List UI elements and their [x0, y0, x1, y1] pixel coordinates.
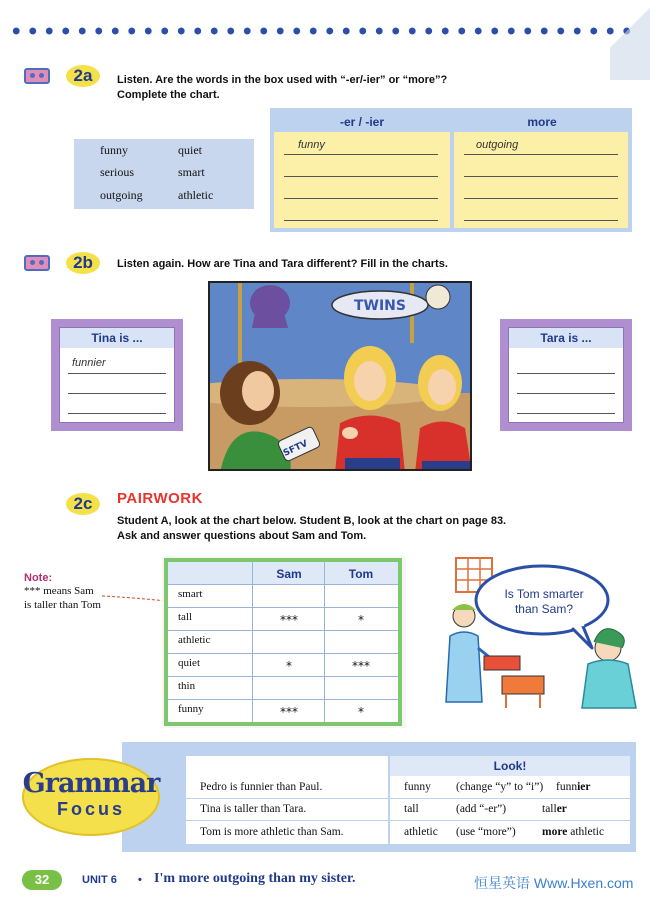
exercise-2b-instruction: Listen again. How are Tina and Tara different? Fill in the charts.: [117, 258, 448, 270]
look-word: funny: [404, 781, 431, 793]
answer-line[interactable]: [68, 393, 166, 394]
note-line-2: is taller than Tom: [24, 599, 101, 611]
look-word: tall: [404, 803, 419, 815]
look-result-ending: ier: [577, 781, 591, 793]
grammar-focus-badge: [22, 758, 160, 836]
top-dot-border: [8, 26, 638, 36]
page-corner-decoration: [610, 0, 650, 80]
look-result-stem: tall: [542, 803, 557, 815]
table-head-tom: Tom: [348, 567, 374, 581]
answer-line[interactable]: [517, 393, 615, 394]
twins-scene-svg: [210, 283, 472, 471]
answer-line[interactable]: [517, 373, 615, 374]
er-more-chart: [270, 108, 632, 232]
mic-label-text: SFTV: [281, 438, 310, 459]
answer-line[interactable]: [464, 176, 618, 177]
table-trait: athletic: [178, 634, 211, 646]
table-row-line: [168, 699, 398, 700]
look-rule: (use “more”): [456, 826, 516, 838]
tina-chart-inner: [59, 327, 175, 423]
answer-line[interactable]: [464, 220, 618, 221]
tina-example: funnier: [72, 357, 106, 369]
answer-line[interactable]: [68, 373, 166, 374]
instruction-line-1: Student A, look at the chart below. Student B, look at the chart on page 83.: [117, 515, 507, 527]
unit-title: I'm more outgoing than my sister.: [154, 871, 356, 886]
grammar-divider: [388, 756, 390, 844]
word-item: outgoing: [100, 188, 143, 202]
tina-chart: [51, 319, 183, 431]
grammar-focus-subtitle: Focus: [56, 799, 125, 819]
table-rating-sam: ***: [280, 613, 298, 627]
grammar-sentence: Tina is taller than Tara.: [200, 803, 307, 815]
grammar-focus-title: Grammar: [22, 768, 160, 799]
table-row-line: [168, 653, 398, 654]
table-rating-tom: *: [358, 613, 364, 627]
look-result-stem: athletic: [567, 826, 605, 838]
table-row-line: [168, 584, 398, 585]
table-trait: smart: [178, 588, 203, 600]
look-result-ending: er: [556, 803, 567, 815]
word-box: [74, 139, 254, 209]
answer-line[interactable]: [284, 176, 438, 177]
chart-col-er-head: -er / -ier: [339, 115, 384, 129]
table-trait: funny: [178, 703, 204, 715]
exercise-label-2a: 2a: [66, 65, 100, 87]
look-result: [542, 803, 567, 815]
chart-divider: [450, 112, 454, 228]
note-line-1: *** means Sam: [24, 585, 94, 597]
unit-label: UNIT 6: [82, 874, 117, 886]
page-number-badge: 32: [22, 870, 62, 890]
grammar-row-line: [186, 820, 630, 821]
look-rule: (change “y” to “i”): [456, 781, 544, 793]
twins-tv-illustration: [208, 281, 472, 471]
word-item: serious: [100, 165, 134, 179]
grammar-table: [186, 756, 630, 844]
word-item: smart: [178, 165, 205, 179]
look-word: athletic: [404, 826, 438, 838]
site-watermark: 恒星英语 Www.Hxen.com: [474, 875, 634, 891]
exercise-label-2b: 2b: [66, 252, 100, 274]
grammar-row-line: [186, 798, 630, 799]
exercise-2c-instruction: [117, 514, 637, 544]
table-trait: tall: [178, 611, 193, 623]
grammar-sentence: Tom is more athletic than Sam.: [200, 826, 344, 838]
chart-col-more-head: more: [527, 115, 557, 129]
word-item: funny: [100, 143, 128, 157]
cassette-icon[interactable]: [24, 68, 50, 84]
look-result-stem: funn: [556, 781, 578, 793]
word-item: quiet: [178, 143, 202, 157]
table-col-line: [252, 562, 253, 722]
table-rating-tom: *: [358, 705, 364, 719]
word-item: athletic: [178, 188, 214, 202]
answer-line[interactable]: [284, 220, 438, 221]
answer-line[interactable]: [517, 413, 615, 414]
grammar-sentence: Pedro is funnier than Paul.: [200, 781, 323, 793]
chart-example-more: outgoing: [476, 139, 519, 151]
table-rating-sam: *: [286, 659, 292, 673]
table-row-line: [168, 676, 398, 677]
answer-line[interactable]: [68, 413, 166, 414]
look-heading: Look!: [493, 759, 527, 773]
pairwork-table: [164, 558, 402, 726]
answer-line[interactable]: [284, 154, 438, 155]
table-rating-sam: ***: [280, 705, 298, 719]
instruction-line-2: Complete the chart.: [117, 89, 220, 101]
instruction-line-2: Ask and answer questions about Sam and Tom.: [117, 530, 367, 542]
tina-chart-head: Tina is ...: [60, 328, 174, 348]
tara-chart-head: Tara is ...: [509, 328, 623, 348]
answer-line[interactable]: [284, 198, 438, 199]
note-title: Note:: [24, 572, 53, 584]
answer-line[interactable]: [464, 198, 618, 199]
answer-line[interactable]: [464, 154, 618, 155]
classroom-scene-svg: [432, 552, 640, 710]
speech-bubble-line-2: than Sam?: [514, 602, 574, 616]
exercise-label-2c: 2c: [66, 493, 100, 515]
exercise-2a-instruction: [117, 73, 577, 103]
pairwork-title: PAIRWORK: [117, 490, 203, 507]
table-row-line: [168, 630, 398, 631]
look-result: [556, 781, 591, 793]
table-row-line: [168, 607, 398, 608]
look-result: [542, 826, 604, 838]
tara-chart: [500, 319, 632, 431]
classroom-illustration: [432, 552, 640, 710]
table-trait: thin: [178, 680, 196, 692]
table-rating-tom: ***: [352, 659, 370, 673]
twins-sign-text: TWINS: [353, 298, 407, 314]
instruction-line-1: Listen. Are the words in the box used with “-er/-ier” or “more”?: [117, 74, 448, 86]
look-result-more: more: [542, 826, 568, 838]
table-trait: quiet: [178, 657, 200, 669]
table-head-sam: Sam: [276, 567, 302, 581]
cassette-icon[interactable]: [24, 255, 50, 271]
look-rule: (add “-er”): [456, 803, 507, 815]
table-col-line: [324, 562, 325, 722]
chart-example-er: funny: [298, 139, 325, 151]
speech-bubble-line-1: Is Tom smarter: [504, 587, 584, 601]
footer-bullet: •: [138, 874, 142, 886]
tara-chart-inner: [508, 327, 624, 423]
